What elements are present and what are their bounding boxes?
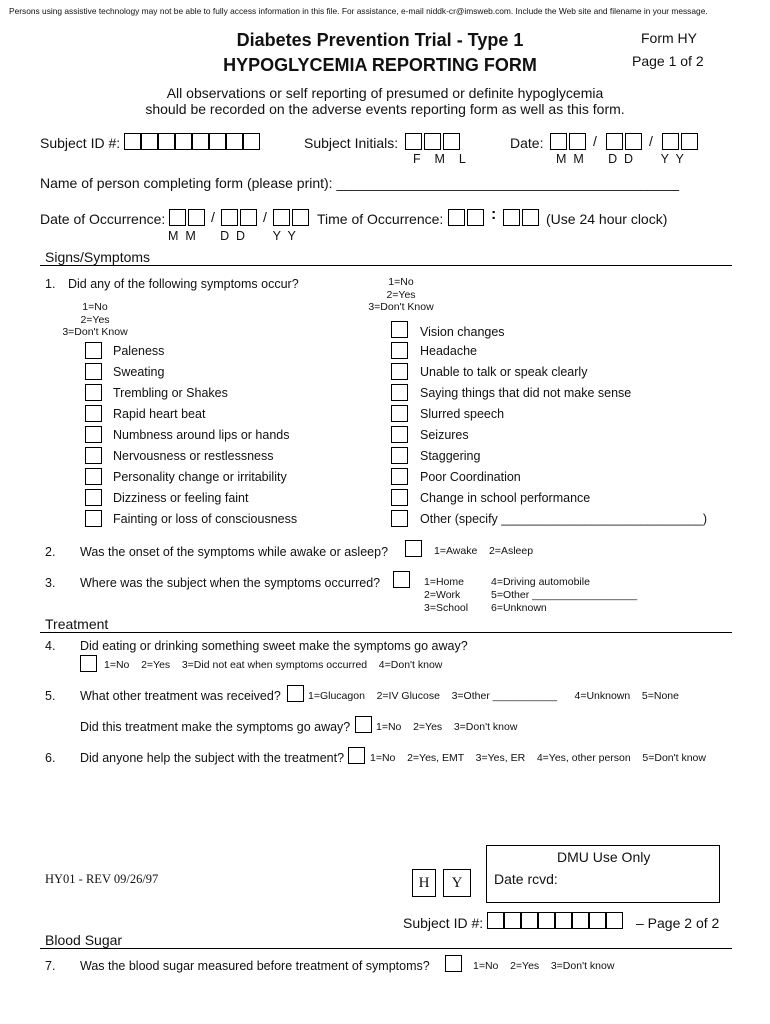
q4-number: 4. — [45, 639, 56, 653]
q3-opt-driving: 4=Driving automobile — [491, 576, 590, 588]
date-slash-2: / — [649, 133, 653, 149]
q3-opt-school: 3=School — [424, 602, 469, 614]
occ-year-2[interactable] — [292, 209, 309, 226]
symptom-unable-to-talk: Unable to talk or speak clearly — [420, 365, 588, 379]
symptom-slurred: Slurred speech — [420, 407, 505, 421]
q5b-options: 1=No 2=Yes 3=Don't know — [376, 721, 518, 733]
headache-checkbox[interactable] — [391, 342, 408, 359]
legend-right-dont-know: 3=Don't Know — [368, 301, 434, 313]
intro-line-1: All observations or self reporting of presumed or definite hypoglycemia — [166, 85, 604, 101]
symptom-coordination: Poor Coordination — [420, 470, 521, 484]
form-id: Form HY — [641, 30, 697, 46]
form-title: Diabetes Prevention Trial - Type 1 — [236, 30, 524, 50]
unable-to-talk-checkbox[interactable] — [391, 363, 408, 380]
q4-answer-box[interactable] — [80, 655, 97, 672]
q5b-text: Did this treatment make the symptoms go away? — [80, 720, 351, 734]
legend-right — [346, 276, 456, 314]
code-box-y: Y — [443, 869, 471, 897]
q7-text: Was the blood sugar measured before treatment of symptoms? — [80, 959, 430, 973]
symptom-nonsense: Saying things that did not make sense — [420, 386, 632, 400]
subject-id-digit-4[interactable] — [175, 133, 192, 150]
q5-number: 5. — [45, 689, 56, 703]
fainting-checkbox[interactable] — [85, 510, 102, 527]
occurrence-date-sublabel: M M D D Y Y — [168, 229, 296, 243]
q3-number: 3. — [45, 576, 56, 590]
q3-options-col-a — [424, 576, 468, 615]
section-rule-blood-sugar — [40, 948, 732, 949]
slurred-checkbox[interactable] — [391, 405, 408, 422]
q5b-answer-box[interactable] — [355, 716, 372, 733]
personality-checkbox[interactable] — [85, 468, 102, 485]
numbness-checkbox[interactable] — [85, 426, 102, 443]
time-hour-1[interactable] — [448, 209, 465, 226]
occ-day-1[interactable] — [221, 209, 238, 226]
symptom-staggering: Staggering — [420, 449, 481, 463]
q7-number: 7. — [45, 959, 56, 973]
symptom-numbness: Numbness around lips or hands — [113, 428, 290, 442]
q5-answer-box[interactable] — [287, 685, 304, 702]
initial-first-box[interactable] — [405, 133, 422, 150]
q6-number: 6. — [45, 751, 56, 765]
nonsense-checkbox[interactable] — [391, 384, 408, 401]
page2-id-digit-5[interactable] — [555, 912, 572, 929]
page2-id-digit-8[interactable] — [606, 912, 623, 929]
vision-checkbox[interactable] — [391, 321, 408, 338]
section-blood-sugar: Blood Sugar — [45, 932, 123, 948]
subject-id-digit-8[interactable] — [243, 133, 260, 150]
q3-opt-other: 5=Other __________________ — [491, 589, 638, 601]
initials-label: Subject Initials: — [304, 135, 399, 151]
legend-right-yes: 2=Yes — [386, 288, 416, 301]
seizures-checkbox[interactable] — [391, 426, 408, 443]
section-treatment: Treatment — [45, 616, 109, 632]
date-label: Date: — [510, 135, 544, 151]
legend-left-yes: 2=Yes — [80, 313, 110, 326]
other-symptom-checkbox[interactable] — [391, 510, 408, 527]
revision-label: HY01 - REV 09/26/97 — [45, 872, 159, 886]
q7-options: 1=No 2=Yes 3=Don't know — [473, 960, 615, 972]
date-sublabel: M M D D Y Y — [556, 152, 684, 166]
q6-answer-box[interactable] — [348, 747, 365, 764]
symptom-seizures: Seizures — [420, 428, 469, 442]
coordination-checkbox[interactable] — [391, 468, 408, 485]
occ-month-1[interactable] — [169, 209, 186, 226]
symptom-dizziness: Dizziness or feeling faint — [113, 491, 249, 505]
accessibility-notice: Persons using assistive technology may not be able to fully access information in this file. For assistance, e-mail niddk-cr@imsweb.com. Include the Web site and filename in your message. — [9, 6, 708, 16]
q3-opt-home: 1=Home — [424, 576, 464, 588]
time-colon: : — [491, 206, 497, 223]
section-signs-symptoms: Signs/Symptoms — [45, 249, 151, 265]
date-slash-1: / — [593, 133, 597, 149]
initials-sublabel: F M L — [413, 152, 466, 166]
symptom-other[interactable]: Other (specify _____________________________) — [420, 512, 708, 526]
dmu-title: DMU Use Only — [557, 849, 651, 865]
dmu-box — [486, 845, 720, 903]
occ-day-2[interactable] — [240, 209, 257, 226]
page2-subject-id-label: Subject ID #: — [403, 915, 484, 931]
subject-id-digit-3[interactable] — [158, 133, 175, 150]
legend-left-dont-know: 3=Don't Know — [62, 326, 128, 338]
legend-right-no: 1=No — [388, 276, 414, 288]
symptom-school-performance: Change in school performance — [420, 491, 591, 505]
symptom-sweating: Sweating — [113, 365, 165, 379]
page2-number: – Page 2 of 2 — [636, 915, 720, 931]
initial-last-box[interactable] — [443, 133, 460, 150]
q2-text: Was the onset of the symptoms while awake or asleep? — [80, 545, 389, 559]
page-number: Page 1 of 2 — [632, 53, 704, 69]
subject-id-digit-5[interactable] — [192, 133, 209, 150]
q2-number: 2. — [45, 545, 56, 559]
occ-month-2[interactable] — [188, 209, 205, 226]
date-year-2[interactable] — [681, 133, 698, 150]
q1-number: 1. — [45, 277, 56, 291]
symptom-rapid-heart: Rapid heart beat — [113, 407, 206, 421]
symptom-nervousness: Nervousness or restlessness — [113, 449, 274, 463]
trembling-checkbox[interactable] — [85, 384, 102, 401]
subject-id-label: Subject ID #: — [40, 135, 121, 151]
q1-text: Did any of the following symptoms occur? — [68, 277, 299, 291]
q3-opt-work: 2=Work — [424, 589, 461, 601]
page2-id-digit-7[interactable] — [589, 912, 606, 929]
time-hour-2[interactable] — [467, 209, 484, 226]
completer-name-field[interactable]: Name of person completing form (please print): ____________________________________________ — [40, 175, 680, 191]
q3-options-col-b — [491, 576, 637, 615]
school-performance-checkbox[interactable] — [391, 489, 408, 506]
sweating-checkbox[interactable] — [85, 363, 102, 380]
initial-middle-box[interactable] — [424, 133, 441, 150]
page2-id-digit-2[interactable] — [504, 912, 521, 929]
code-box-h: H — [412, 869, 436, 897]
q3-answer-box[interactable] — [393, 571, 410, 588]
date-day-1[interactable] — [606, 133, 623, 150]
date-month-2[interactable] — [569, 133, 586, 150]
page2-id-digit-6[interactable] — [572, 912, 589, 929]
q4-options: 1=No 2=Yes 3=Did not eat when symptoms occurred 4=Don't know — [104, 659, 443, 671]
date-received-label[interactable]: Date rcvd: — [494, 871, 558, 887]
q3-text: Where was the subject when the symptoms occurred? — [80, 576, 381, 590]
intro-line-2: should be recorded on the adverse events reporting form as well as this form. — [145, 101, 625, 117]
occ-slash-1: / — [211, 209, 215, 225]
q2-options: 1=Awake 2=Asleep — [434, 545, 534, 557]
legend-left-no: 1=No — [82, 301, 108, 313]
clock-note: (Use 24 hour clock) — [546, 211, 668, 227]
q3-opt-unknown: 6=Unknown — [491, 602, 547, 614]
section-rule-treatment — [40, 632, 732, 633]
date-day-2[interactable] — [625, 133, 642, 150]
symptom-headache: Headache — [420, 344, 477, 358]
time-minute-2[interactable] — [522, 209, 539, 226]
symptom-paleness: Paleness — [113, 344, 165, 358]
q4-text: Did eating or drinking something sweet make the symptoms go away? — [80, 639, 468, 653]
subject-id-digit-2[interactable] — [141, 133, 158, 150]
q7-answer-box[interactable] — [445, 955, 462, 972]
q2-answer-box[interactable] — [405, 540, 422, 557]
symptom-fainting: Fainting or loss of consciousness — [113, 512, 298, 526]
symptom-trembling: Trembling or Shakes — [113, 386, 228, 400]
time-minute-1[interactable] — [503, 209, 520, 226]
page2-id-digit-3[interactable] — [521, 912, 538, 929]
legend-left — [40, 301, 150, 339]
occ-year-1[interactable] — [273, 209, 290, 226]
occurrence-time-label: Time of Occurrence: — [317, 211, 444, 227]
page2-id-digit-4[interactable] — [538, 912, 555, 929]
form-subtitle: HYPOGLYCEMIA REPORTING FORM — [223, 55, 537, 75]
date-year-1[interactable] — [662, 133, 679, 150]
paleness-checkbox[interactable] — [85, 342, 102, 359]
q6-text: Did anyone help the subject with the treatment? — [80, 751, 345, 765]
q5-options: 1=Glucagon 2=IV Glucose 3=Other ___________ 4=Unknown 5=None — [308, 690, 679, 702]
symptom-personality: Personality change or irritability — [113, 470, 287, 484]
section-rule-signs — [40, 265, 732, 266]
occ-slash-2: / — [263, 209, 267, 225]
q5-text: What other treatment was received? — [80, 689, 281, 703]
page2-id-digit-1[interactable] — [487, 912, 504, 929]
rapid-heart-checkbox[interactable] — [85, 405, 102, 422]
occurrence-date-label: Date of Occurrence: — [40, 211, 166, 227]
date-month-1[interactable] — [550, 133, 567, 150]
subject-id-digit-6[interactable] — [209, 133, 226, 150]
symptom-vision: Vision changes — [420, 325, 505, 339]
subject-id-digit-7[interactable] — [226, 133, 243, 150]
q6-options: 1=No 2=Yes, EMT 3=Yes, ER 4=Yes, other person 5=Don't know — [370, 752, 706, 764]
staggering-checkbox[interactable] — [391, 447, 408, 464]
dizziness-checkbox[interactable] — [85, 489, 102, 506]
subject-id-digit-1[interactable] — [124, 133, 141, 150]
nervousness-checkbox[interactable] — [85, 447, 102, 464]
